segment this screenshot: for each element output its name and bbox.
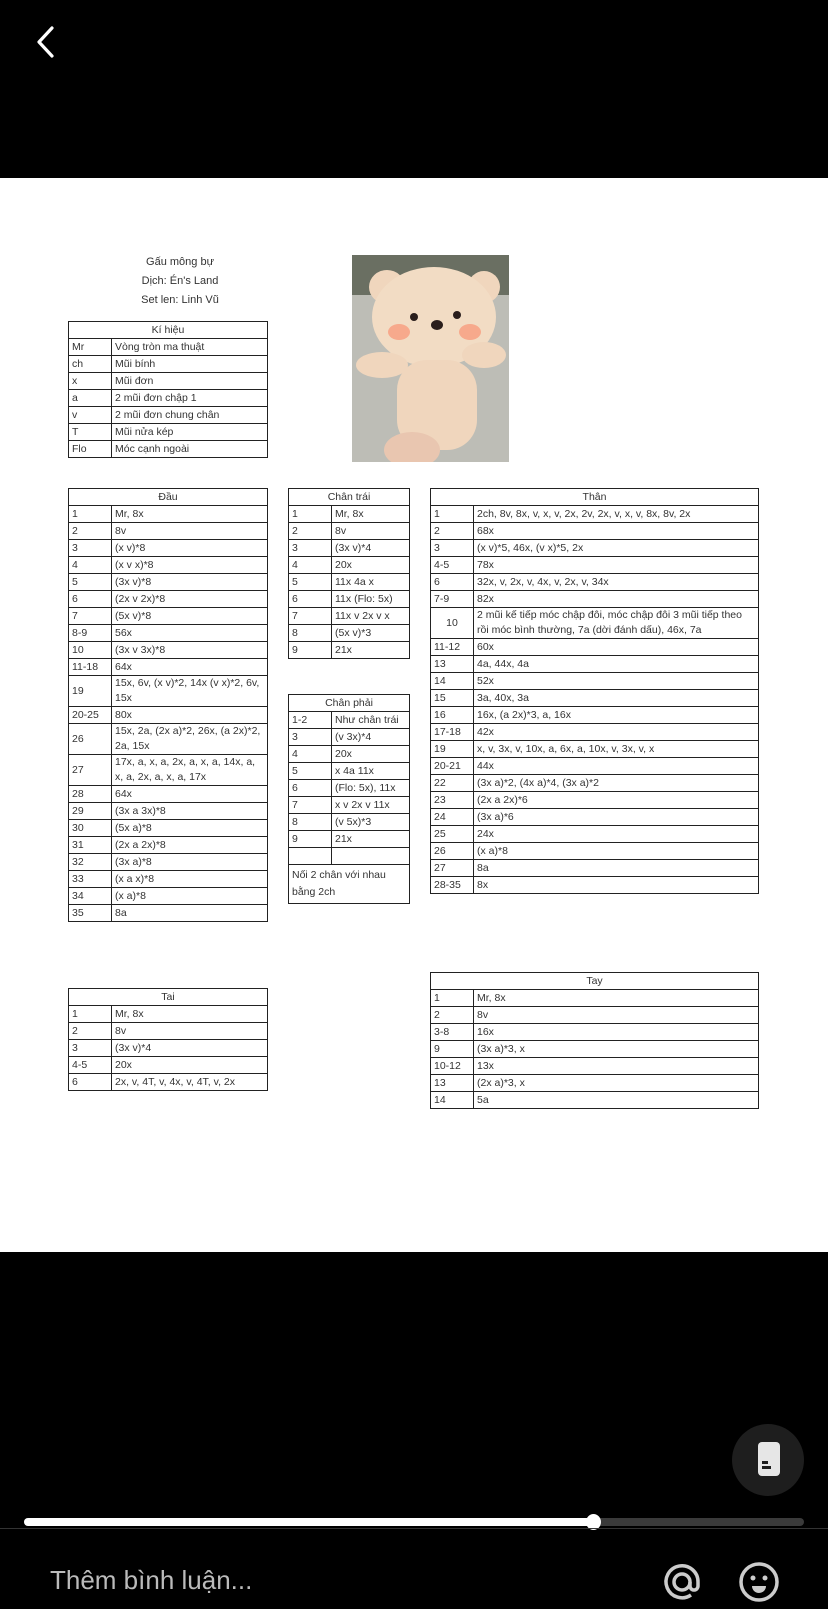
row-number: 26 bbox=[431, 843, 474, 860]
table-row bbox=[431, 707, 759, 724]
table-row bbox=[69, 837, 268, 854]
table-row bbox=[69, 724, 268, 755]
row-number: 9 bbox=[289, 642, 332, 659]
back-button[interactable] bbox=[28, 22, 68, 62]
divider bbox=[0, 1528, 828, 1529]
row-instruction: 8a bbox=[474, 860, 759, 877]
row-instruction: (v 5x)*3 bbox=[332, 814, 410, 831]
table-row bbox=[69, 676, 268, 707]
table-title: Tay bbox=[431, 973, 759, 990]
table-row bbox=[431, 690, 759, 707]
row-instruction: 11x (Flo: 5x) bbox=[332, 591, 410, 608]
row-instruction: 82x bbox=[474, 591, 759, 608]
table-row bbox=[69, 1023, 268, 1040]
crochet-bear-photo bbox=[352, 255, 509, 462]
row-number: 30 bbox=[69, 820, 112, 837]
row-number: 11-18 bbox=[69, 659, 112, 676]
row-number: 2 bbox=[431, 1007, 474, 1024]
row-instruction: (x a x)*8 bbox=[112, 871, 268, 888]
row-instruction: 4a, 44x, 4a bbox=[474, 656, 759, 673]
row-instruction: (x a)*8 bbox=[474, 843, 759, 860]
row-instruction: (x v)*8 bbox=[112, 540, 268, 557]
row-number: 2 bbox=[69, 523, 112, 540]
row-number: 3 bbox=[69, 1040, 112, 1057]
row-instruction: Mr, 8x bbox=[112, 506, 268, 523]
row-number: 20-21 bbox=[431, 758, 474, 775]
document-icon bbox=[732, 1424, 804, 1496]
row-instruction: 11x 4a x bbox=[332, 574, 410, 591]
row-number: 28 bbox=[69, 786, 112, 803]
table-title: Chân trái bbox=[289, 489, 410, 506]
row-number: 13 bbox=[431, 656, 474, 673]
head-table bbox=[68, 488, 268, 922]
table-row bbox=[289, 574, 410, 591]
table-row bbox=[289, 831, 410, 848]
row-instruction: 13x bbox=[474, 1058, 759, 1075]
doc-title: Gấu mông bự bbox=[146, 256, 214, 268]
row-number: 1 bbox=[69, 1006, 112, 1023]
row-instruction: (3x a)*2, (4x a)*4, (3x a)*2 bbox=[474, 775, 759, 792]
row-instruction: 15x, 2a, (2x a)*2, 26x, (a 2x)*2, 2a, 15x bbox=[112, 724, 268, 755]
row-instruction: 52x bbox=[474, 673, 759, 690]
table-row bbox=[431, 540, 759, 557]
row-number: 27 bbox=[431, 860, 474, 877]
row-instruction: 24x bbox=[474, 826, 759, 843]
row-instruction: (5x a)*8 bbox=[112, 820, 268, 837]
row-instruction: 2 mũi kế tiếp móc chập đôi, móc chập đôi 3 mũi tiếp theo rồi móc bình thường, 7a (dời đánh dấu), 46x, 7a bbox=[474, 608, 759, 639]
table-row bbox=[431, 724, 759, 741]
row-instruction: (Flo: 5x), 11x bbox=[332, 780, 410, 797]
row-instruction: 8v bbox=[112, 523, 268, 540]
row-instruction: (2x v 2x)*8 bbox=[112, 591, 268, 608]
row-instruction: 64x bbox=[112, 786, 268, 803]
row-number: 6 bbox=[289, 591, 332, 608]
row-instruction: 60x bbox=[474, 639, 759, 656]
row-instruction: (v 3x)*4 bbox=[332, 729, 410, 746]
row-instruction: 16x bbox=[474, 1024, 759, 1041]
row-instruction: 2ch, 8v, 8x, v, x, v, 2x, 2v, 2x, v, x, v, 8x, 8v, 2x bbox=[474, 506, 759, 523]
table-row bbox=[69, 540, 268, 557]
table-row bbox=[289, 523, 410, 540]
row-number: 3 bbox=[289, 729, 332, 746]
table-row: T Mũi nửa kép bbox=[69, 424, 268, 441]
table-row bbox=[69, 871, 268, 888]
row-number: 24 bbox=[431, 809, 474, 826]
right-leg-table bbox=[288, 694, 410, 904]
row-instruction: 15x, 6v, (x v)*2, 14x (v x)*2, 6v, 15x bbox=[112, 676, 268, 707]
row-instruction: (x v)*5, 46x, (v x)*5, 2x bbox=[474, 540, 759, 557]
table-row bbox=[69, 803, 268, 820]
row-number: 29 bbox=[69, 803, 112, 820]
table-row bbox=[431, 639, 759, 656]
table-row bbox=[69, 1057, 268, 1074]
row-number: 20-25 bbox=[69, 707, 112, 724]
row-instruction bbox=[332, 848, 410, 865]
row-instruction: (x v x)*8 bbox=[112, 557, 268, 574]
table-row bbox=[431, 809, 759, 826]
table-row bbox=[69, 591, 268, 608]
row-number: 7 bbox=[289, 797, 332, 814]
chevron-left-icon bbox=[28, 22, 68, 62]
row-number: 6 bbox=[289, 780, 332, 797]
row-instruction: 78x bbox=[474, 557, 759, 574]
table-row bbox=[69, 642, 268, 659]
table-row: v 2 mũi đơn chung chân bbox=[69, 407, 268, 424]
row-instruction: (3x v)*8 bbox=[112, 574, 268, 591]
row-instruction: 20x bbox=[332, 746, 410, 763]
row-number: 7 bbox=[289, 608, 332, 625]
table-row bbox=[69, 854, 268, 871]
row-number: 34 bbox=[69, 888, 112, 905]
row-instruction: 8v bbox=[112, 1023, 268, 1040]
table-row bbox=[289, 814, 410, 831]
row-number: 5 bbox=[289, 574, 332, 591]
table-row: ch Mũi bính bbox=[69, 356, 268, 373]
row-number: 26 bbox=[69, 724, 112, 755]
row-instruction: 8v bbox=[474, 1007, 759, 1024]
row-number: 9 bbox=[431, 1041, 474, 1058]
table-row bbox=[431, 990, 759, 1007]
row-number: 4-5 bbox=[69, 1057, 112, 1074]
table-row bbox=[431, 506, 759, 523]
row-instruction: (3x a)*3, x bbox=[474, 1041, 759, 1058]
row-number: 27 bbox=[69, 755, 112, 786]
row-instruction: Như chân trái bbox=[332, 712, 410, 729]
table-row bbox=[289, 848, 410, 865]
row-instruction: 8x bbox=[474, 877, 759, 894]
row-number: 9 bbox=[289, 831, 332, 848]
row-instruction: 56x bbox=[112, 625, 268, 642]
row-number: 16 bbox=[431, 707, 474, 724]
row-number: 5 bbox=[69, 574, 112, 591]
table-row bbox=[431, 1092, 759, 1109]
row-instruction: 64x bbox=[112, 659, 268, 676]
row-instruction: 8a bbox=[112, 905, 268, 922]
row-number: 2 bbox=[289, 523, 332, 540]
table-row bbox=[69, 888, 268, 905]
table-row bbox=[431, 656, 759, 673]
row-number: 33 bbox=[69, 871, 112, 888]
row-number: 3 bbox=[69, 540, 112, 557]
row-number: 10 bbox=[69, 642, 112, 659]
table-row: Flo Móc cạnh ngoài bbox=[69, 441, 268, 458]
pattern-document[interactable] bbox=[0, 178, 828, 1252]
table-row bbox=[69, 820, 268, 837]
row-instruction: (5x v)*8 bbox=[112, 608, 268, 625]
row-instruction: 21x bbox=[332, 831, 410, 848]
table-row bbox=[69, 523, 268, 540]
row-number: 4 bbox=[289, 746, 332, 763]
row-instruction: Mr, 8x bbox=[112, 1006, 268, 1023]
table-row bbox=[289, 557, 410, 574]
row-instruction: 3a, 40x, 3a bbox=[474, 690, 759, 707]
row-instruction: 80x bbox=[112, 707, 268, 724]
row-number: 7 bbox=[69, 608, 112, 625]
row-instruction: (3x v)*4 bbox=[112, 1040, 268, 1057]
table-row bbox=[289, 506, 410, 523]
document-header bbox=[120, 253, 240, 310]
table-row bbox=[69, 659, 268, 676]
row-number: 11-12 bbox=[431, 639, 474, 656]
video-progress-slider[interactable] bbox=[24, 1518, 804, 1526]
progress-fill bbox=[24, 1518, 593, 1526]
arm-table bbox=[430, 972, 759, 1109]
row-instruction: 8v bbox=[332, 523, 410, 540]
row-number: 3-8 bbox=[431, 1024, 474, 1041]
table-title: Chân phải bbox=[289, 695, 410, 712]
table-row bbox=[289, 608, 410, 625]
row-instruction: 68x bbox=[474, 523, 759, 540]
doc-set-by: Set len: Linh Vũ bbox=[141, 294, 219, 306]
table-row bbox=[69, 574, 268, 591]
emoji-button[interactable] bbox=[737, 1560, 781, 1604]
row-instruction: 32x, v, 2x, v, 4x, v, 2x, v, 34x bbox=[474, 574, 759, 591]
table-row bbox=[431, 673, 759, 690]
table-row bbox=[69, 905, 268, 922]
row-instruction: (5x v)*3 bbox=[332, 625, 410, 642]
row-instruction: 2x, v, 4T, v, 4x, v, 4T, v, 2x bbox=[112, 1074, 268, 1091]
table-row bbox=[431, 591, 759, 608]
row-number: 8-9 bbox=[69, 625, 112, 642]
table-row bbox=[431, 758, 759, 775]
row-instruction: (2x a)*3, x bbox=[474, 1075, 759, 1092]
row-number: 14 bbox=[431, 1092, 474, 1109]
row-instruction: Mr, 8x bbox=[474, 990, 759, 1007]
row-number: 22 bbox=[431, 775, 474, 792]
table-row bbox=[69, 1040, 268, 1057]
row-number: 10-12 bbox=[431, 1058, 474, 1075]
row-instruction: 21x bbox=[332, 642, 410, 659]
comment-input[interactable]: Thêm bình luận... bbox=[50, 1565, 253, 1595]
table-row bbox=[289, 746, 410, 763]
table-row: Mr Vòng tròn ma thuật bbox=[69, 339, 268, 356]
table-row: a 2 mũi đơn chập 1 bbox=[69, 390, 268, 407]
row-instruction: Mr, 8x bbox=[332, 506, 410, 523]
row-instruction: 5a bbox=[474, 1092, 759, 1109]
row-number: 10 bbox=[431, 608, 474, 639]
row-instruction: (3x a)*6 bbox=[474, 809, 759, 826]
row-instruction: x, v, 3x, v, 10x, a, 6x, a, 10x, v, 3x, v, x bbox=[474, 741, 759, 758]
row-instruction: 42x bbox=[474, 724, 759, 741]
table-row bbox=[431, 792, 759, 809]
table-row bbox=[289, 712, 410, 729]
table-title: Tai bbox=[69, 989, 268, 1006]
table-title: Đầu bbox=[69, 489, 268, 506]
row-instruction: (3x a)*8 bbox=[112, 854, 268, 871]
mention-button[interactable] bbox=[660, 1560, 704, 1604]
doc-translator: Dịch: Én's Land bbox=[141, 275, 219, 287]
table-row bbox=[69, 557, 268, 574]
row-number: 7-9 bbox=[431, 591, 474, 608]
row-instruction: (3x v)*4 bbox=[332, 540, 410, 557]
row-number: 35 bbox=[69, 905, 112, 922]
row-instruction: 16x, (a 2x)*3, a, 16x bbox=[474, 707, 759, 724]
body-table bbox=[430, 488, 759, 894]
row-number: 1 bbox=[431, 506, 474, 523]
row-number: 4 bbox=[289, 557, 332, 574]
row-number: 1-2 bbox=[289, 712, 332, 729]
table-row bbox=[431, 843, 759, 860]
row-number: 13 bbox=[431, 1075, 474, 1092]
row-instruction: 17x, a, x, a, 2x, a, x, a, 14x, a, x, a, 2x, a, x, a, 17x bbox=[112, 755, 268, 786]
row-number: 31 bbox=[69, 837, 112, 854]
table-row bbox=[431, 877, 759, 894]
table-row bbox=[431, 574, 759, 591]
document-toggle-button[interactable] bbox=[732, 1424, 804, 1496]
table-row bbox=[69, 625, 268, 642]
row-number: 1 bbox=[69, 506, 112, 523]
table-row bbox=[431, 775, 759, 792]
table-row bbox=[431, 523, 759, 540]
row-number: 23 bbox=[431, 792, 474, 809]
row-number: 1 bbox=[289, 506, 332, 523]
row-instruction: (3x v 3x)*8 bbox=[112, 642, 268, 659]
row-number: 3 bbox=[289, 540, 332, 557]
row-number: 32 bbox=[69, 854, 112, 871]
ear-table bbox=[68, 988, 268, 1091]
row-number bbox=[289, 848, 332, 865]
table-title: Thân bbox=[431, 489, 759, 506]
table-row bbox=[431, 1058, 759, 1075]
row-number: 6 bbox=[69, 1074, 112, 1091]
legend-table bbox=[68, 321, 268, 458]
table-row bbox=[289, 642, 410, 659]
table-row bbox=[289, 540, 410, 557]
row-instruction: 11x v 2x v x bbox=[332, 608, 410, 625]
row-instruction: (3x a 3x)*8 bbox=[112, 803, 268, 820]
row-instruction: x 4a 11x bbox=[332, 763, 410, 780]
table-title: Kí hiệu bbox=[69, 322, 268, 339]
row-number: 17-18 bbox=[431, 724, 474, 741]
table-row bbox=[431, 860, 759, 877]
table-row bbox=[289, 729, 410, 746]
table-row bbox=[431, 1075, 759, 1092]
row-instruction: 20x bbox=[332, 557, 410, 574]
row-number: 8 bbox=[289, 814, 332, 831]
row-instruction: (2x a 2x)*6 bbox=[474, 792, 759, 809]
table-row bbox=[69, 786, 268, 803]
row-number: 2 bbox=[431, 523, 474, 540]
left-leg-table bbox=[288, 488, 410, 659]
table-row bbox=[69, 1074, 268, 1091]
at-icon bbox=[660, 1560, 704, 1604]
row-instruction: (2x a 2x)*8 bbox=[112, 837, 268, 854]
table-row bbox=[69, 707, 268, 724]
table-note: Nối 2 chân với nhau bằng 2ch bbox=[289, 865, 410, 904]
row-number: 5 bbox=[289, 763, 332, 780]
table-row bbox=[69, 1006, 268, 1023]
table-row bbox=[431, 608, 759, 639]
table-row bbox=[431, 1041, 759, 1058]
row-number: 4-5 bbox=[431, 557, 474, 574]
table-row bbox=[289, 625, 410, 642]
table-row bbox=[431, 557, 759, 574]
table-row bbox=[431, 741, 759, 758]
table-row bbox=[431, 1007, 759, 1024]
table-row: x Mũi đơn bbox=[69, 373, 268, 390]
table-row bbox=[431, 826, 759, 843]
emoji-icon bbox=[737, 1560, 781, 1604]
row-number: 15 bbox=[431, 690, 474, 707]
row-number: 2 bbox=[69, 1023, 112, 1040]
table-row bbox=[431, 1024, 759, 1041]
row-number: 14 bbox=[431, 673, 474, 690]
table-row bbox=[289, 780, 410, 797]
row-number: 6 bbox=[69, 591, 112, 608]
row-number: 4 bbox=[69, 557, 112, 574]
row-number: 1 bbox=[431, 990, 474, 1007]
row-number: 28-35 bbox=[431, 877, 474, 894]
table-row bbox=[69, 755, 268, 786]
row-number: 19 bbox=[69, 676, 112, 707]
table-row bbox=[69, 608, 268, 625]
row-number: 3 bbox=[431, 540, 474, 557]
row-number: 25 bbox=[431, 826, 474, 843]
row-instruction: 44x bbox=[474, 758, 759, 775]
row-number: 6 bbox=[431, 574, 474, 591]
row-instruction: (x a)*8 bbox=[112, 888, 268, 905]
table-row bbox=[289, 797, 410, 814]
row-number: 19 bbox=[431, 741, 474, 758]
row-instruction: 20x bbox=[112, 1057, 268, 1074]
row-instruction: x v 2x v 11x bbox=[332, 797, 410, 814]
table-row bbox=[289, 763, 410, 780]
row-number: 8 bbox=[289, 625, 332, 642]
table-row bbox=[69, 506, 268, 523]
table-row bbox=[289, 591, 410, 608]
